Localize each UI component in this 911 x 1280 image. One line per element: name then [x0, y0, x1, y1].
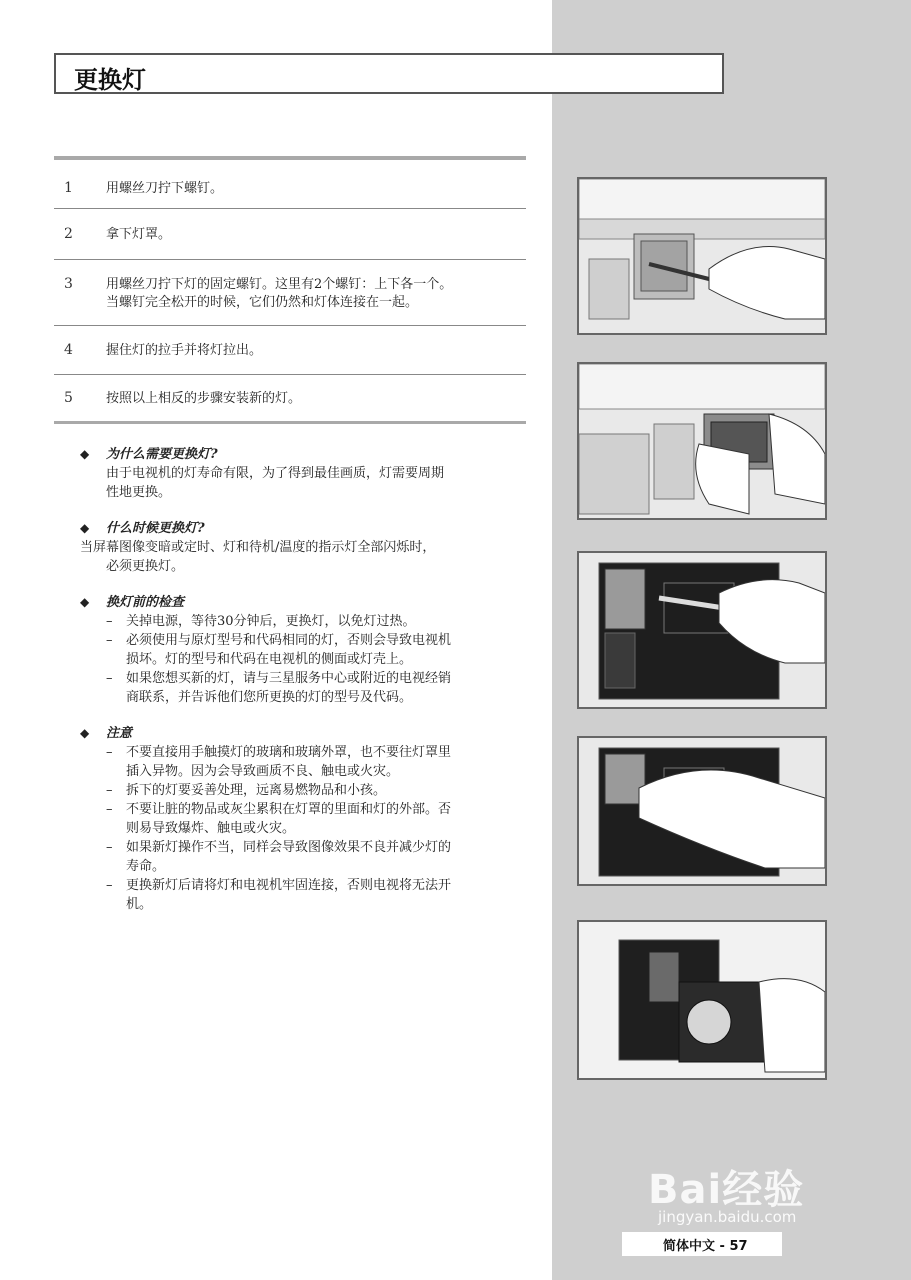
note-why-replace [80, 445, 540, 502]
steps-list [54, 156, 526, 424]
list-item: – 更换新灯后请将灯和电视机牢固连接，否则电视将无法开 机。 [106, 878, 452, 912]
note-body-line: 由于电视机的灯寿命有限，为了得到最佳画质，灯需要周期 [106, 466, 445, 481]
note-caution [80, 724, 540, 914]
page-number-label: 简体中文 - 57 [663, 1239, 748, 1254]
diamond-bullet-icon: ◆ [80, 595, 90, 609]
figure-step-5-insert-lamp [577, 920, 827, 1080]
step-3 [54, 260, 526, 326]
step-4 [54, 326, 526, 375]
note-pre-check [80, 593, 540, 707]
step-text: 握住灯的拉手并将灯拉出。 [106, 343, 263, 358]
baidu-watermark [640, 1150, 870, 1230]
note-heading: ◆ 注意 [80, 726, 133, 741]
list-item: – 关掉电源，等待30分钟后，更换灯，以免灯过热。 [106, 614, 416, 629]
notes-section [80, 445, 540, 931]
figure-step-1-unscrew-cover [577, 177, 827, 335]
note-heading: ◆ 什么时候更换灯? [80, 521, 205, 536]
step-number: 5 [64, 390, 73, 406]
list-item: – 必须使用与原灯型号和代码相同的灯，否则会导致电视机 损坏。灯的型号和代码在电视机的侧面或灯壳上。 [106, 633, 452, 667]
title-box [54, 53, 724, 94]
step-1 [54, 160, 526, 209]
watermark-url: jingyan.baidu.com [658, 1208, 797, 1226]
step-number: 4 [64, 342, 73, 358]
list-item: – 如果您想买新的灯，请与三星服务中心或附近的电视经销 商联系，并告诉他们您所更换的灯的型号及代码。 [106, 671, 452, 705]
list-item: – 不要直接用手触摸灯的玻璃和玻璃外罩，也不要往灯罩里 插入异物。因为会导致画质不良、触电或火灾。 [106, 745, 452, 779]
page-footer [622, 1232, 782, 1256]
step-5 [54, 375, 526, 421]
figure-step-2-remove-cover [577, 362, 827, 520]
note-when-replace [80, 519, 540, 576]
step-number: 3 [64, 276, 73, 292]
figure-step-4-pull-lamp [577, 736, 827, 886]
list-item: – 如果新灯操作不当，同样会导致图像效果不良并减少灯的 寿命。 [106, 840, 452, 874]
note-body-line: 当屏幕图像变暗或定时、灯和待机/温度的指示灯全部闪烁时， [80, 540, 436, 555]
list-item: – 不要让脏的物品或灰尘累积在灯罩的里面和灯的外部。否 则易导致爆炸、触电或火灾。 [106, 802, 452, 836]
note-body-line: 性地更换。 [106, 485, 172, 500]
steps-bottom-rule [54, 421, 526, 424]
diamond-bullet-icon: ◆ [80, 521, 90, 535]
step-number: 2 [64, 226, 73, 242]
figure-step-3-unscrew-lamp [577, 551, 827, 709]
step-text-line-2: 当螺钉完全松开的时候，它们仍然和灯体连接在一起。 [106, 295, 419, 310]
note-heading: ◆ 换灯前的检查 [80, 595, 185, 610]
note-heading: ◆ 为什么需要更换灯? [80, 447, 218, 462]
step-text: 用螺丝刀拧下螺钉。 [106, 181, 224, 196]
step-text-line-1: 用螺丝刀拧下灯的固定螺钉。这里有2个螺钉：上下各一个。 [106, 277, 453, 292]
watermark-brand: Bai经验 [648, 1167, 805, 1213]
step-text: 拿下灯罩。 [106, 227, 172, 242]
step-text: 按照以上相反的步骤安装新的灯。 [106, 391, 302, 406]
list-item: – 拆下的灯要妥善处理，远离易燃物品和小孩。 [106, 783, 387, 798]
page-title: 更换灯 [74, 66, 146, 94]
note-body-line: 必须更换灯。 [106, 559, 185, 574]
diamond-bullet-icon: ◆ [80, 447, 90, 461]
step-2 [54, 209, 526, 260]
diamond-bullet-icon: ◆ [80, 726, 90, 740]
step-number: 1 [64, 180, 73, 196]
